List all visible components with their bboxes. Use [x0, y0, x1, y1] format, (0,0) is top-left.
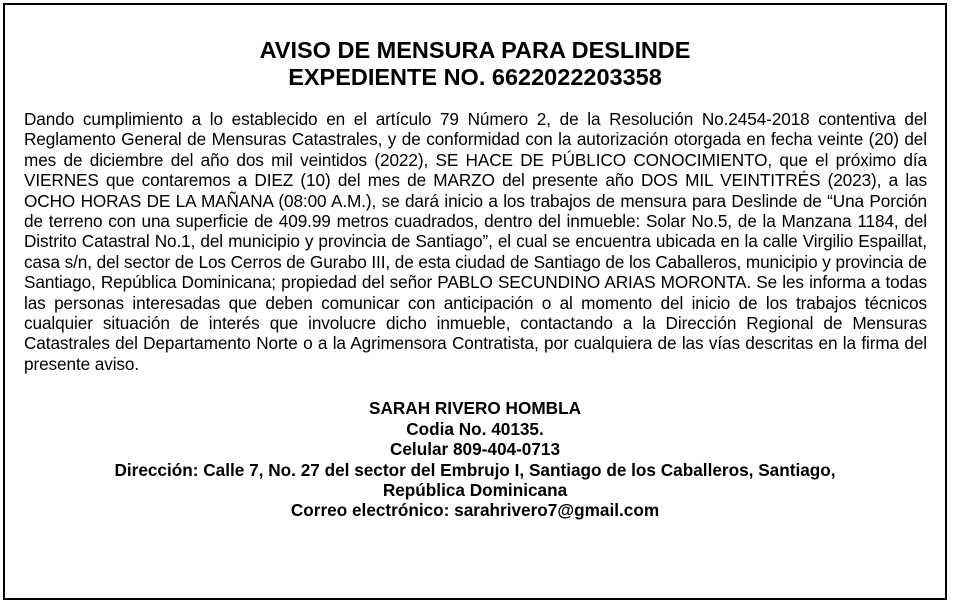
signer-name: SARAH RIVERO HOMBLA [369, 398, 581, 419]
title-line-2: EXPEDIENTE NO. 6622022203358 [288, 64, 662, 90]
signer-email: Correo electrónico: sarahrivero7@gmail.com [290, 500, 660, 521]
signer-codia: Codia No. 40135. [406, 418, 544, 439]
signer-address-line-1: Dirección: Calle 7, No. 27 del sector del Embrujo I, Santiago de los Caballeros, Santiago, [114, 459, 836, 480]
signer-address-line-2: República Dominicana [382, 479, 568, 500]
notice-title [5, 37, 945, 91]
signer-phone: Celular 809-404-0713 [389, 439, 561, 460]
notice-body: Dando cumplimiento a lo establecido en el artículo 79 Número 2, de la Resolución No.2454-2018 contentiva del Reglamento General de Mensuras Catastrales, y de conformidad con la autorización otorgada en fecha veinte (20) del mes de diciembre del año dos mil veintidos (2022), SE HACE DE PÚBLICO CONOCIMIENTO, que el próximo día VIERNES que contaremos a DIEZ (10) del mes de MARZO del presente año DOS MIL VEINTITRÉS (2023), a las OCHO HORAS DE LA MAÑANA (08:00 A.M.), se dará inicio a los trabajos de mensura para Deslinde de “Una Porción de terreno con una superficie de 409.99 metros cuadrados, dentro del inmueble: Solar No.5, de la Manzana 1184, del Distrito Catastral No.1, del municipio y provincia de Santiago”, el cual se encuentra ubicada en la calle Virgilio Espaillat, casa s/n, del sector de Los Cerros de Gurabo III, de esta ciudad de Santiago de los Caballeros, municipio y provincia de Santiago, República Dominicana; propiedad del señor PABLO SECUNDINO ARIAS MORONTA. Se les informa a todas las personas interesadas que deben comunicar con anticipación o al momento del inicio de los trabajos técnicos cualquier situación de interés que involucre dicho inmueble, contactando a la Dirección Regional de Mensuras Catastrales del Departamento Norte o a la Agrimensora Contratista, por cualquiera de las vías descritas en la firma del presente aviso. [24, 109, 927, 374]
notice-frame [3, 3, 947, 600]
signature-block [5, 398, 945, 520]
title-line-1: AVISO DE MENSURA PARA DESLINDE [259, 37, 691, 63]
